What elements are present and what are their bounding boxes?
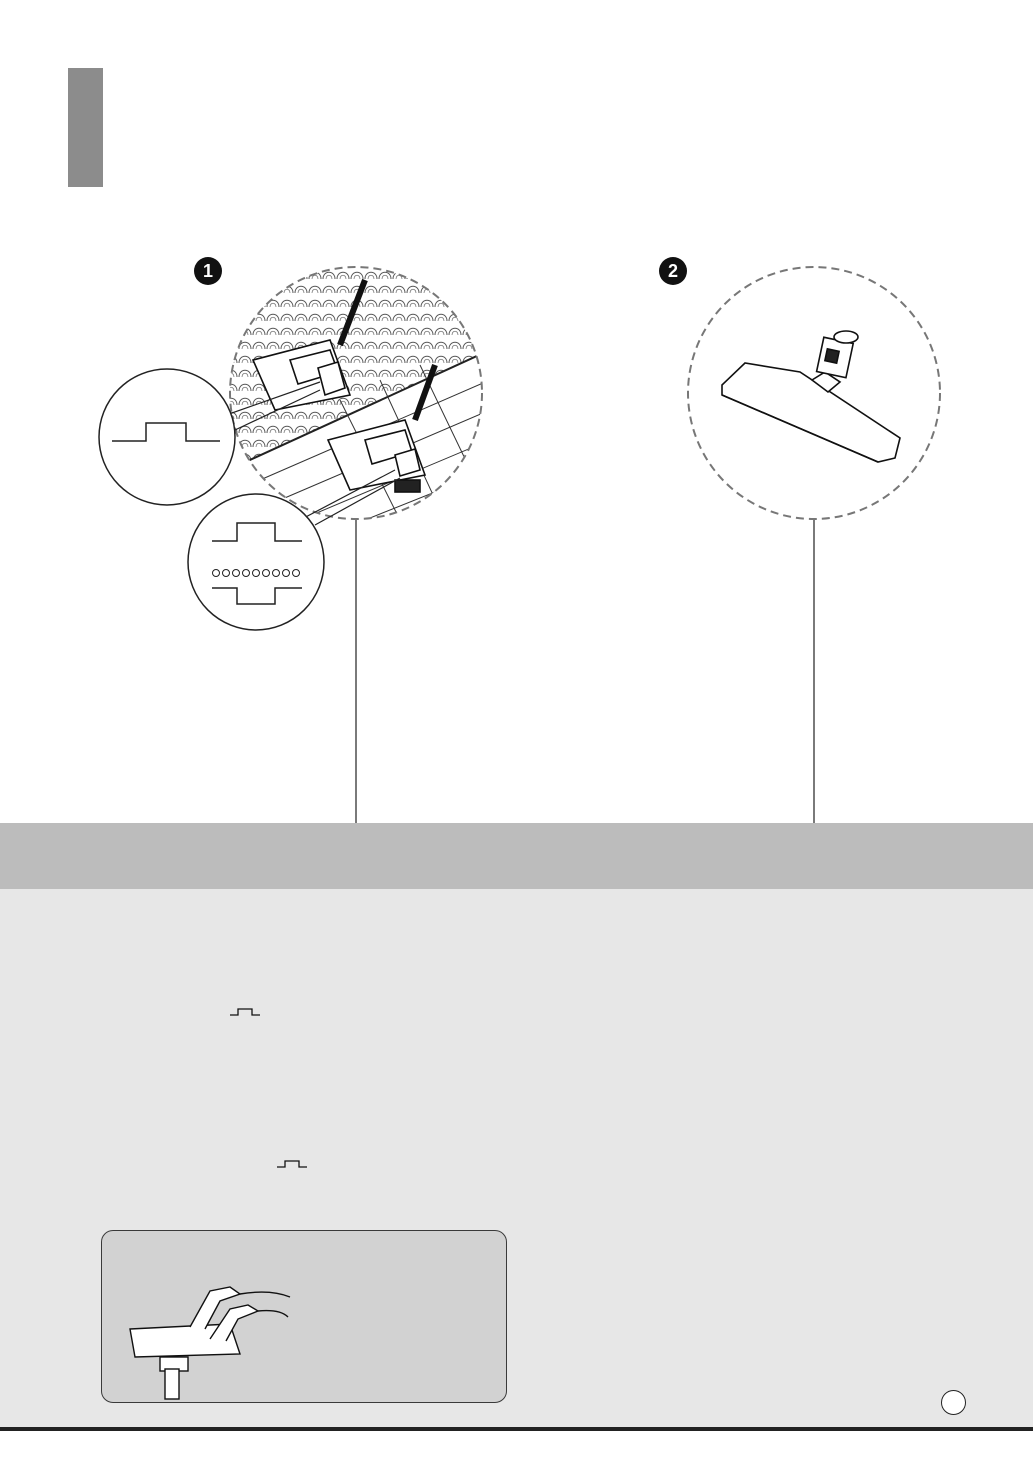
nozzle-parking-illustration [130,1279,290,1389]
brush-up-symbol [277,1161,307,1167]
figure-2-badge: 2 [659,257,687,285]
bottom-rule [0,1427,1033,1431]
figure-1-badge: 1 [194,257,222,285]
tip-box [101,1230,507,1403]
page-number [941,1390,966,1415]
brush-up-symbol [230,1009,260,1015]
